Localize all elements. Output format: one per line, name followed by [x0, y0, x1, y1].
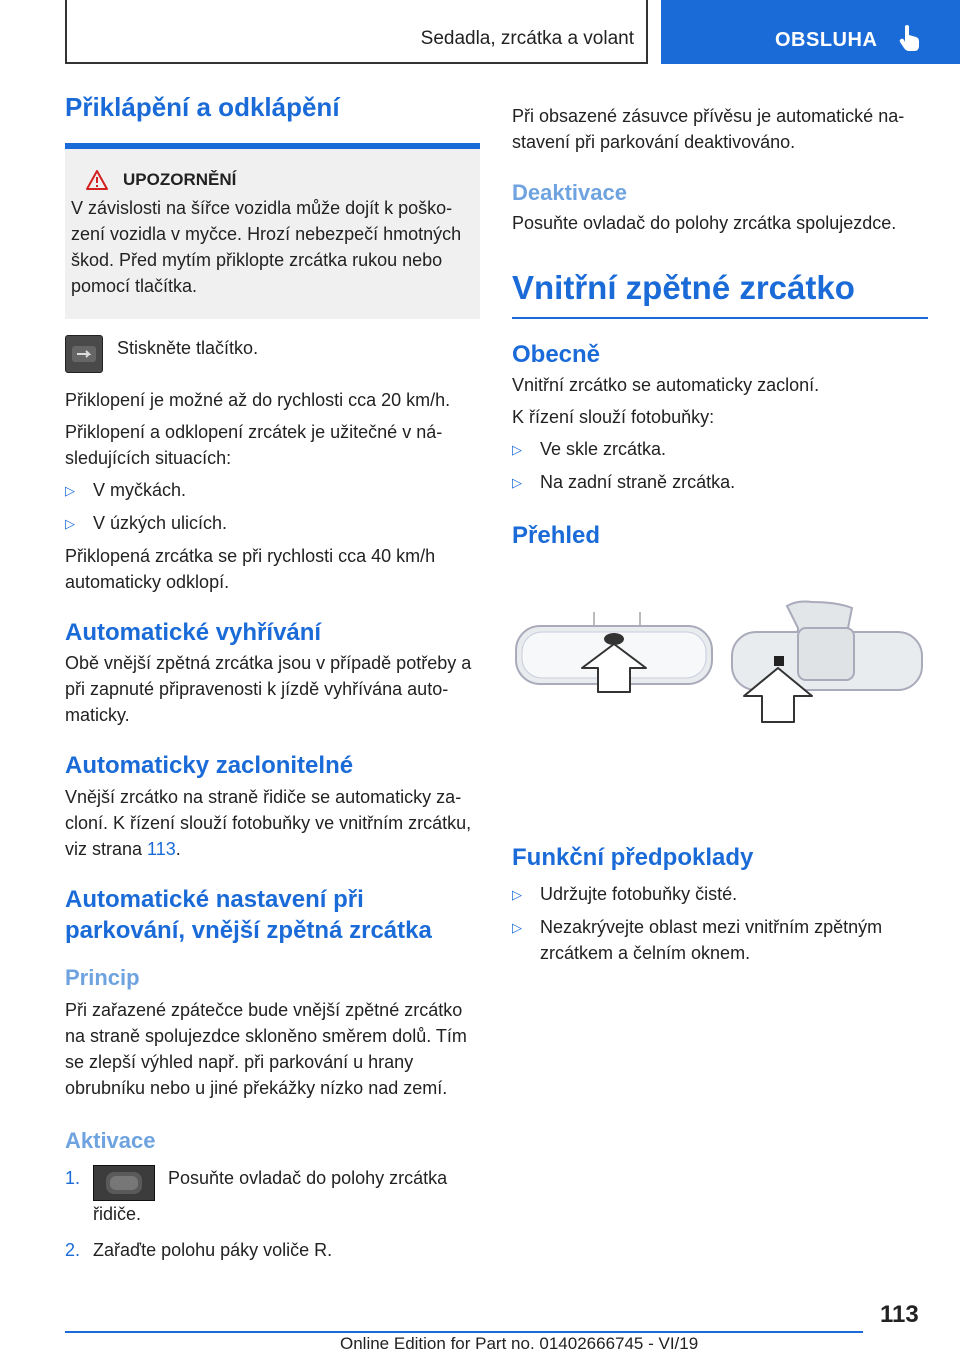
heating-text: Obě vnější zpětná zrcátka jsou v případě potřeby a při zapnuté připravenosti k jízdě vyhřívána automaticky. — [65, 653, 472, 726]
fold-usage-text: Přiklopení a odklopení zrcátek je užitečné v následujících situacích: — [65, 422, 443, 469]
footer-rule — [65, 1331, 863, 1333]
general-text: Vnitřní zrcátko se automaticky zacloní. — [512, 375, 820, 396]
warning-header — [71, 169, 470, 191]
header-chapter-tab[interactable] — [661, 0, 960, 64]
list-item: ▷ V myčkách. — [65, 477, 480, 504]
principle-heading: Princip — [65, 964, 140, 990]
step-text: Posuňte ovladač do polohy zrcátka řidiče. — [93, 1168, 448, 1225]
right-column — [512, 103, 928, 966]
photocell-intro: K řízení slouží fotobuňky: — [512, 407, 715, 428]
pointing-hand-icon — [899, 24, 921, 52]
triangle-bullet-icon: ▷ — [512, 442, 522, 458]
edition-text: Online Edition for Part no. 01402666745 - VI/19 — [340, 1334, 699, 1353]
activation-steps — [65, 1165, 480, 1263]
principle-text: Při zařazené zpátečce bude vnější zpětné zrcátko na straně spolujezdce skloněno směrem dolů. Tím se zlepší výhled např. při parkování u hrany obrubníku nebo u jiné překážky nízko nad zemí. — [65, 999, 467, 1098]
warning-label: UPOZORNĚNÍ — [123, 170, 237, 190]
triangle-bullet-icon: ▷ — [512, 886, 522, 902]
folding-heading: Přiklápění a odklápění — [65, 92, 340, 122]
step-text: Zařaďte polohu páky voliče R. — [93, 1240, 333, 1261]
heading-rule — [512, 317, 928, 319]
unfold-text: Přiklopená zrcátka se při rychlosti cca 40 km/h automaticky odklopí. — [65, 546, 436, 593]
overview-heading: Přehled — [512, 522, 601, 550]
fold-speed-text: Přiklopení je možné až do rychlosti cca 20 km/h. — [65, 390, 451, 411]
dimming-text: Vnější zrcátko na straně řidiče se automaticky zacloní. K řízení slouží fotobuňky ve vnitřním zrcátku, viz strana 113. — [65, 786, 472, 859]
list-item: ▷ Ve skle zrcátka. — [512, 436, 928, 463]
dimming-heading: Automaticky zaclonitelné — [65, 752, 354, 780]
list-item — [65, 1237, 480, 1263]
warning-text: V závislosti na šířce vozidla může dojít k poškození vozidla v myčce. Hrozí nebezpečí hmotných škod. Před mytím přiklopte zrcátka rukou nebo pomocí tlačítka. — [71, 198, 462, 297]
list-item: ▷ V úzkých ulicích. — [65, 510, 480, 537]
list-item: ▷ Udržujte fotobuňky čisté. — [512, 881, 928, 908]
warning-triangle-icon — [85, 169, 109, 191]
triangle-bullet-icon: ▷ — [65, 516, 75, 532]
interior-mirror-illustration — [512, 592, 928, 772]
deactivation-text: Posuňte ovladač do polohy zrcátka spolujezdce. — [512, 212, 897, 233]
requirements-list — [512, 881, 928, 966]
press-button-text: Stiskněte tlačítko. — [117, 338, 259, 359]
heating-heading: Automatické vyhřívání — [65, 619, 322, 647]
left-column — [65, 92, 480, 1263]
list-item: ▷ Na zadní straně zrcátka. — [512, 469, 928, 496]
parking-heading: Automatické nastavení při parkování, vnější zpětná zrcátka — [65, 885, 432, 944]
button-instruction — [65, 335, 480, 373]
fold-button-icon — [65, 335, 103, 373]
header-section-box — [65, 0, 648, 64]
activation-heading: Aktivace — [65, 1127, 156, 1153]
triangle-bullet-icon: ▷ — [512, 919, 522, 935]
step-number: 2. — [65, 1240, 81, 1261]
step-number: 1. — [65, 1168, 81, 1189]
photocell-list — [512, 436, 928, 496]
header-section-title: Sedadla, zrcátka a volant — [420, 28, 634, 49]
mirror-switch-icon — [93, 1165, 155, 1201]
page-reference-link[interactable]: 113 — [147, 838, 176, 859]
triangle-bullet-icon: ▷ — [65, 483, 75, 499]
list-item: ▷ Nezakrývejte oblast mezi vnitřním zpětným zrcátkem a čelním oknem. — [512, 914, 928, 966]
requirements-heading: Funkční předpoklady — [512, 843, 754, 871]
warning-box — [65, 149, 480, 319]
deactivation-heading: Deaktivace — [512, 180, 627, 205]
triangle-bullet-icon: ▷ — [512, 475, 522, 491]
interior-mirror-heading: Vnitřní zpětné zrcátko — [512, 268, 855, 306]
situations-list — [65, 477, 480, 537]
header-chapter-label: OBSLUHA — [775, 29, 878, 51]
list-item — [65, 1165, 480, 1227]
general-heading: Obecně — [512, 341, 601, 369]
page-number: 113 — [880, 1301, 919, 1328]
trailer-text: Při obsazené zásuvce přívěsu je automatické nastavení při parkování deaktivováno. — [512, 106, 905, 152]
